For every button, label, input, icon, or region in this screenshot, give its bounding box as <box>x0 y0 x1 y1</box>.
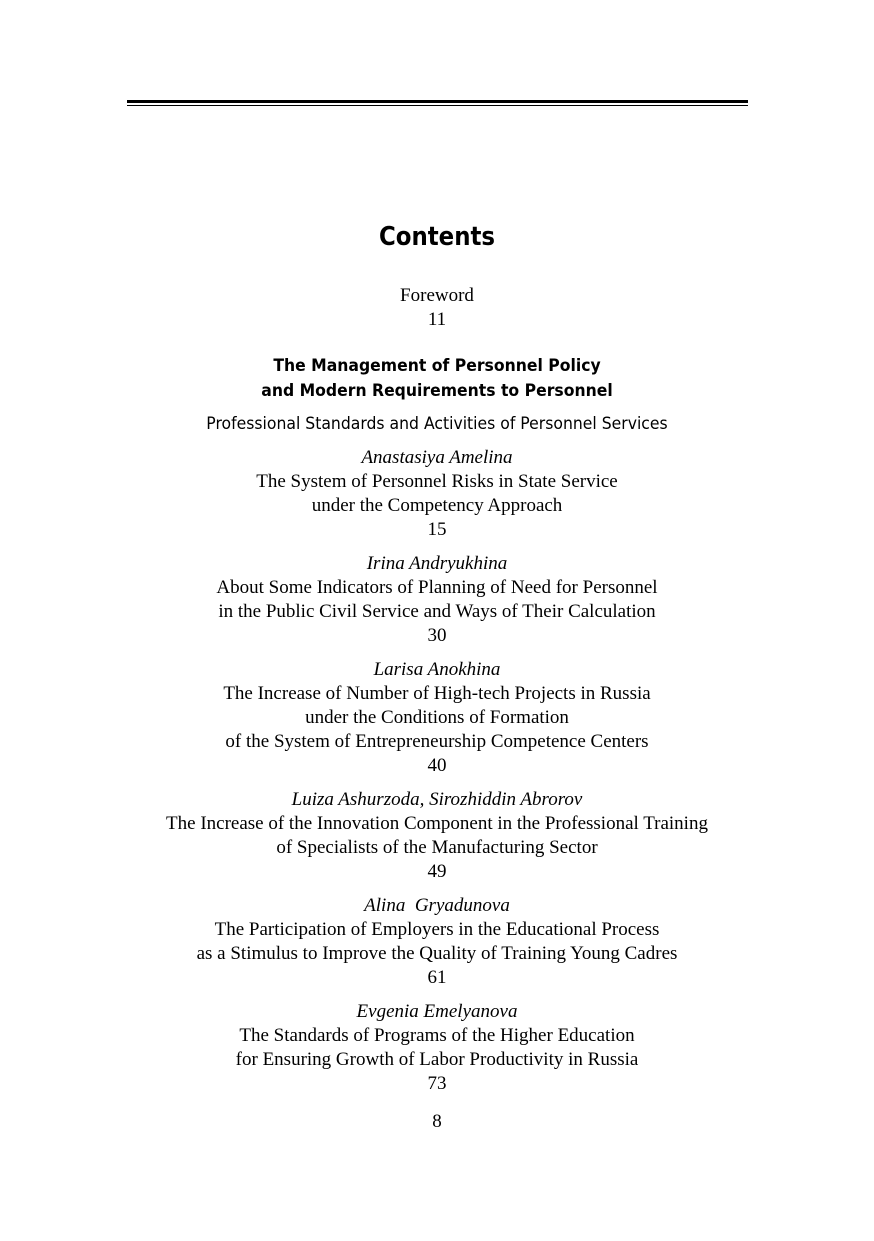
entry-author: Evgenia Emelyanova <box>356 1001 518 1022</box>
toc-entry <box>0 552 874 648</box>
entry-title-line: The Increase of the Innovation Component in the Professional Training <box>166 813 708 834</box>
entry-page: 40 <box>427 755 447 776</box>
toc-entry <box>0 658 874 778</box>
section-heading <box>0 354 874 404</box>
entry-title-line: of the System of Entrepreneurship Competence Centers <box>225 731 649 752</box>
header-rule-thin <box>127 105 748 106</box>
entry-author: Alina Gryadunova <box>364 895 510 916</box>
entry-title-line: of Specialists of the Manufacturing Sector <box>276 837 598 858</box>
entry-title-line: The Increase of Number of High-tech Projects in Russia <box>223 683 651 704</box>
entry-page: 49 <box>427 861 447 882</box>
entry-page: 61 <box>427 967 447 988</box>
page-number: 8 <box>432 1111 442 1132</box>
table-of-contents <box>0 284 874 1106</box>
entry-title-line: About Some Indicators of Planning of Need for Personnel <box>216 577 658 598</box>
entry-author: Luiza Ashurzoda, Sirozhiddin Abrorov <box>291 789 583 810</box>
entry-author: Anastasiya Amelina <box>361 447 513 468</box>
section-heading-line: The Management of Personnel Policy <box>273 356 601 376</box>
entry-title-line: The System of Personnel Risks in State Service <box>256 471 618 492</box>
toc-entry <box>0 1000 874 1096</box>
entry-title-line: in the Public Civil Service and Ways of Their Calculation <box>218 601 656 622</box>
entry-title-line: under the Conditions of Formation <box>305 707 569 728</box>
foreword-label: Foreword <box>400 285 474 306</box>
foreword-page: 11 <box>427 309 447 330</box>
page-title: Contents <box>378 222 496 252</box>
entry-page: 73 <box>427 1073 447 1094</box>
toc-entry <box>0 788 874 884</box>
entry-author: Irina Andryukhina <box>366 553 508 574</box>
entry-page: 15 <box>427 519 447 540</box>
toc-entry <box>0 894 874 990</box>
toc-entry <box>0 446 874 542</box>
header-rule-thick <box>127 100 748 103</box>
entry-title-line: as a Stimulus to Improve the Quality of Training Young Cadres <box>196 943 678 964</box>
entry-author: Larisa Anokhina <box>373 659 501 680</box>
section-heading-line: and Modern Requirements to Personnel <box>261 381 613 401</box>
entry-title-line: The Standards of Programs of the Higher Education <box>239 1025 635 1046</box>
foreword-entry <box>0 284 874 332</box>
entry-page: 30 <box>427 625 447 646</box>
entry-title-line: for Ensuring Growth of Labor Productivity in Russia <box>235 1049 639 1070</box>
entry-title-line: The Participation of Employers in the Educational Process <box>214 919 660 940</box>
section-subheading: Professional Standards and Activities of Personnel Services <box>206 414 668 434</box>
entry-title-line: under the Competency Approach <box>311 495 563 516</box>
